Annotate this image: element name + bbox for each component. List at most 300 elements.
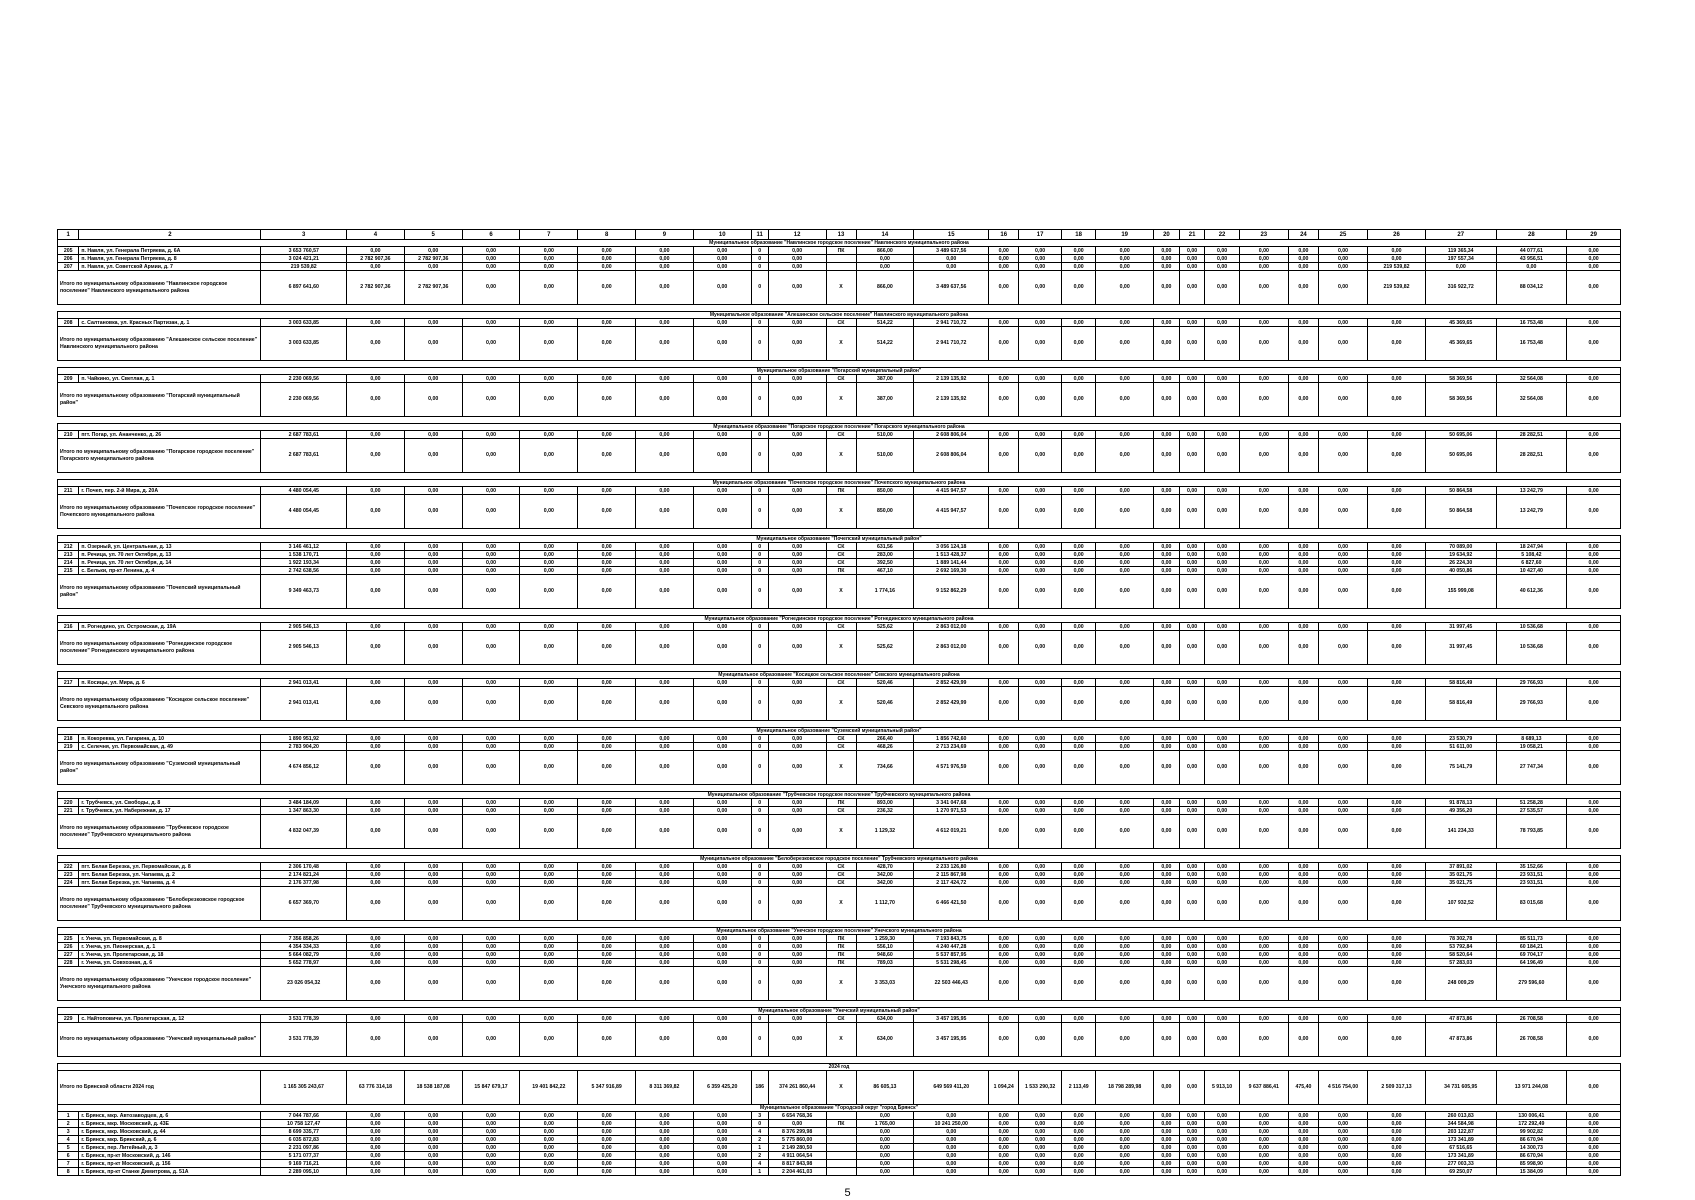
total-value: 107 932,52 bbox=[1425, 887, 1496, 921]
value-cell: 0,00 bbox=[1205, 1168, 1239, 1176]
grand-total-value: 86 605,13 bbox=[856, 1071, 914, 1105]
value-cell: ПК bbox=[826, 935, 856, 943]
value-cell: 58 369,56 bbox=[1425, 375, 1496, 383]
value-cell: 0,00 bbox=[636, 1152, 694, 1160]
value-cell: 0,00 bbox=[1179, 679, 1205, 687]
value-cell: 0,00 bbox=[520, 319, 578, 327]
table-row bbox=[58, 1128, 1621, 1136]
total-value: 0,00 bbox=[1019, 751, 1062, 785]
value-cell: 0,00 bbox=[520, 871, 578, 879]
total-value: 0,00 bbox=[1179, 887, 1205, 921]
total-value: 0,00 bbox=[1154, 815, 1180, 849]
value-cell: 28 282,51 bbox=[1496, 431, 1567, 439]
table-row bbox=[58, 255, 1621, 263]
value-cell: 0,00 bbox=[693, 1160, 751, 1168]
table-row bbox=[58, 263, 1621, 271]
table-row bbox=[58, 1120, 1621, 1128]
municipality-header-row bbox=[58, 424, 1621, 431]
value-cell: 0,00 bbox=[1288, 935, 1318, 943]
value-cell: 0,00 bbox=[1205, 559, 1239, 567]
total-value: 0,00 bbox=[768, 687, 826, 721]
value-cell: 0,00 bbox=[1062, 799, 1096, 807]
municipality-title: Муниципальное образование "Почепский муниципальный район" bbox=[58, 536, 1621, 543]
total-value: 0,00 bbox=[1019, 815, 1062, 849]
value-cell: 0,00 bbox=[989, 1144, 1019, 1152]
value-cell: 0,00 bbox=[462, 543, 520, 551]
total-value: 0,00 bbox=[520, 1023, 578, 1057]
value-cell: 0,00 bbox=[1288, 263, 1318, 271]
municipality-title: Муниципальное образование "Унечское городское поселение" Унечского муниципального района bbox=[58, 928, 1621, 935]
total-value: 0,00 bbox=[1567, 439, 1621, 473]
value-cell: 0,00 bbox=[1019, 623, 1062, 631]
value-cell: 0,00 bbox=[520, 623, 578, 631]
value-cell: 0,00 bbox=[1179, 1128, 1205, 1136]
total-value: 0,00 bbox=[1096, 271, 1154, 305]
value-cell: СК bbox=[826, 543, 856, 551]
value-cell: 0 bbox=[751, 567, 768, 575]
value-cell: 0,00 bbox=[1154, 879, 1180, 887]
value-cell: 0,00 bbox=[347, 1152, 405, 1160]
value-cell: 3 056 124,18 bbox=[914, 543, 989, 551]
value-cell bbox=[826, 1152, 856, 1160]
total-value: 0,00 bbox=[989, 439, 1019, 473]
municipality-header-row bbox=[58, 792, 1621, 799]
value-cell: 0,00 bbox=[1368, 807, 1426, 815]
value-cell: 0,00 bbox=[347, 263, 405, 271]
value-cell: 0,00 bbox=[520, 431, 578, 439]
value-cell: 0,00 bbox=[1019, 551, 1062, 559]
value-cell: 0,00 bbox=[1154, 567, 1180, 575]
row-number: 206 bbox=[58, 255, 79, 263]
value-cell: 0,00 bbox=[693, 375, 751, 383]
value-cell: 3 341 047,68 bbox=[914, 799, 989, 807]
municipality-total-row bbox=[58, 575, 1621, 609]
value-cell: 5 537 857,95 bbox=[914, 951, 989, 959]
municipality-title: Муниципальное образование "Белоберезковское городское поселение" Трубчевского муниципального района bbox=[58, 856, 1621, 863]
value-cell: 8 689,13 bbox=[1496, 735, 1567, 743]
grand-total-value: 475,40 bbox=[1288, 1071, 1318, 1105]
value-cell: 0,00 bbox=[462, 263, 520, 271]
total-value: 0,00 bbox=[989, 687, 1019, 721]
value-cell: 0,00 bbox=[1239, 567, 1288, 575]
value-cell: 0,00 bbox=[1154, 743, 1180, 751]
value-cell: 219 539,82 bbox=[261, 263, 347, 271]
year-header-row bbox=[58, 1064, 1621, 1071]
total-value: 0,00 bbox=[693, 631, 751, 665]
grand-total-value: 5 913,10 bbox=[1205, 1071, 1239, 1105]
value-cell: 0,00 bbox=[1368, 799, 1426, 807]
value-cell: 0,00 bbox=[404, 943, 462, 951]
value-cell: 0,00 bbox=[1288, 735, 1318, 743]
value-cell: 0,00 bbox=[1179, 1160, 1205, 1168]
value-cell: 0,00 bbox=[636, 1136, 694, 1144]
value-cell: 0,00 bbox=[1062, 935, 1096, 943]
value-cell: 0,00 bbox=[636, 375, 694, 383]
address-cell: г. Брянск, мкр. Автозаводцев, д. 6 bbox=[79, 1112, 261, 1120]
grand-total-value: Х bbox=[826, 1071, 856, 1105]
value-cell: 0,00 bbox=[578, 871, 636, 879]
value-cell: 0,00 bbox=[347, 1144, 405, 1152]
value-cell: 0,00 bbox=[1567, 1136, 1621, 1144]
value-cell: 0,00 bbox=[636, 943, 694, 951]
total-value: 0,00 bbox=[1567, 687, 1621, 721]
value-cell: 1 347 863,30 bbox=[261, 807, 347, 815]
value-cell: 2 bbox=[751, 1152, 768, 1160]
value-cell: 0,00 bbox=[693, 543, 751, 551]
value-cell: 0,00 bbox=[347, 799, 405, 807]
value-cell: 0,00 bbox=[693, 263, 751, 271]
value-cell: 0,00 bbox=[636, 807, 694, 815]
value-cell: 53 792,84 bbox=[1425, 943, 1496, 951]
total-value: 0,00 bbox=[1239, 575, 1288, 609]
total-value: 0,00 bbox=[1567, 815, 1621, 849]
grand-total-value: 18 538 187,08 bbox=[404, 1071, 462, 1105]
value-cell: 0,00 bbox=[1496, 263, 1567, 271]
value-cell: 0,00 bbox=[1288, 567, 1318, 575]
total-value: 0 bbox=[751, 327, 768, 361]
value-cell: 0,00 bbox=[347, 319, 405, 327]
value-cell: 0,00 bbox=[1288, 1128, 1318, 1136]
total-value: 0,00 bbox=[520, 575, 578, 609]
value-cell: 467,10 bbox=[856, 567, 914, 575]
value-cell: 0,00 bbox=[989, 431, 1019, 439]
value-cell: 0,00 bbox=[1318, 487, 1367, 495]
value-cell: 1 270 971,53 bbox=[914, 807, 989, 815]
total-value: 0,00 bbox=[1179, 439, 1205, 473]
value-cell: 0,00 bbox=[1096, 247, 1154, 255]
value-cell: 0,00 bbox=[693, 863, 751, 871]
value-cell: 0,00 bbox=[1179, 959, 1205, 967]
value-cell: 0,00 bbox=[768, 543, 826, 551]
value-cell: 0,00 bbox=[636, 959, 694, 967]
value-cell: 0,00 bbox=[462, 799, 520, 807]
total-value: 0,00 bbox=[1154, 575, 1180, 609]
value-cell: 0,00 bbox=[768, 623, 826, 631]
grand-total-label: Итого по Брянской области 2024 год bbox=[58, 1071, 261, 1105]
value-cell: 0,00 bbox=[636, 951, 694, 959]
total-value: 0,00 bbox=[1179, 383, 1205, 417]
value-cell: 0,00 bbox=[1096, 1128, 1154, 1136]
value-cell: 0,00 bbox=[1062, 559, 1096, 567]
total-value: 0,00 bbox=[1205, 327, 1239, 361]
value-cell: 0,00 bbox=[1179, 263, 1205, 271]
table-row bbox=[58, 879, 1621, 887]
value-cell: 67 516,65 bbox=[1425, 1144, 1496, 1152]
table-row bbox=[58, 375, 1621, 383]
value-cell: 0,00 bbox=[462, 1015, 520, 1023]
total-value: 0,00 bbox=[1239, 327, 1288, 361]
value-cell: 0,00 bbox=[1567, 567, 1621, 575]
value-cell: 0,00 bbox=[1239, 247, 1288, 255]
value-cell: 7 356 858,26 bbox=[261, 935, 347, 943]
value-cell: 0,00 bbox=[1062, 1168, 1096, 1176]
value-cell: 0,00 bbox=[1096, 735, 1154, 743]
value-cell: 0,00 bbox=[1368, 255, 1426, 263]
value-cell: 26 708,58 bbox=[1496, 1015, 1567, 1023]
value-cell: 0 bbox=[751, 743, 768, 751]
address-cell: п. Речица, ул. 70 лет Октября, д. 13 bbox=[79, 551, 261, 559]
value-cell: 0,00 bbox=[768, 559, 826, 567]
total-value: 0,00 bbox=[768, 271, 826, 305]
value-cell: 0,00 bbox=[404, 951, 462, 959]
value-cell: 0,00 bbox=[989, 743, 1019, 751]
value-cell: 0,00 bbox=[347, 247, 405, 255]
row-number: 211 bbox=[58, 487, 79, 495]
value-cell: 70 089,00 bbox=[1425, 543, 1496, 551]
row-number: 1 bbox=[58, 1112, 79, 1120]
value-cell: 0,00 bbox=[1239, 799, 1288, 807]
value-cell: 0,00 bbox=[578, 247, 636, 255]
value-cell: 43 956,51 bbox=[1496, 255, 1567, 263]
total-value: 13 242,79 bbox=[1496, 495, 1567, 529]
total-value: 0,00 bbox=[462, 327, 520, 361]
value-cell: 789,03 bbox=[856, 959, 914, 967]
total-value: 0,00 bbox=[404, 383, 462, 417]
value-cell: 0,00 bbox=[1567, 375, 1621, 383]
value-cell: 0,00 bbox=[989, 679, 1019, 687]
total-label: Итого по муниципальному образованию "Рогнединское городское поселение" Рогнединского муниципального района bbox=[58, 631, 261, 665]
total-value: 0,00 bbox=[636, 751, 694, 785]
value-cell: 387,00 bbox=[856, 375, 914, 383]
value-cell: 130 006,41 bbox=[1496, 1112, 1567, 1120]
value-cell: 0 bbox=[751, 959, 768, 967]
value-cell: 2 231 097,86 bbox=[261, 1144, 347, 1152]
value-cell: 0,00 bbox=[1318, 1168, 1367, 1176]
total-value: 2 687 783,61 bbox=[261, 439, 347, 473]
value-cell: 0,00 bbox=[768, 255, 826, 263]
value-cell: 0 bbox=[751, 935, 768, 943]
total-value: 0,00 bbox=[693, 687, 751, 721]
total-value: 83 015,68 bbox=[1496, 887, 1567, 921]
total-value: 0,00 bbox=[462, 967, 520, 1001]
value-cell: 0,00 bbox=[636, 879, 694, 887]
value-cell: 60 184,21 bbox=[1496, 943, 1567, 951]
value-cell: 0 bbox=[751, 543, 768, 551]
total-value: Х bbox=[826, 575, 856, 609]
value-cell: 0,00 bbox=[693, 319, 751, 327]
value-cell: 0,00 bbox=[1239, 863, 1288, 871]
value-cell: 0,00 bbox=[1318, 431, 1367, 439]
total-value: 634,00 bbox=[856, 1023, 914, 1057]
total-value: 6 897 641,60 bbox=[261, 271, 347, 305]
total-value: 0,00 bbox=[1154, 687, 1180, 721]
value-cell: 0,00 bbox=[693, 431, 751, 439]
value-cell: СК bbox=[826, 431, 856, 439]
total-value: 0,00 bbox=[1179, 575, 1205, 609]
total-value: 0,00 bbox=[578, 495, 636, 529]
value-cell: 0,00 bbox=[693, 559, 751, 567]
value-cell: 0,00 bbox=[1154, 487, 1180, 495]
value-cell: 0,00 bbox=[989, 1152, 1019, 1160]
value-cell: 0,00 bbox=[1368, 951, 1426, 959]
value-cell: 44 077,61 bbox=[1496, 247, 1567, 255]
total-value: 0,00 bbox=[1179, 815, 1205, 849]
value-cell: 203 122,87 bbox=[1425, 1128, 1496, 1136]
value-cell: 0,00 bbox=[1368, 487, 1426, 495]
value-cell: 0,00 bbox=[462, 863, 520, 871]
value-cell: 15 384,09 bbox=[1496, 1168, 1567, 1176]
total-value: 0,00 bbox=[1019, 631, 1062, 665]
total-value: 0,00 bbox=[404, 967, 462, 1001]
total-value: 0,00 bbox=[1368, 815, 1426, 849]
value-cell: 0,00 bbox=[462, 735, 520, 743]
total-value: 0,00 bbox=[1154, 887, 1180, 921]
value-cell: 0,00 bbox=[1205, 743, 1239, 751]
value-cell: 0 bbox=[751, 863, 768, 871]
total-value: 0,00 bbox=[347, 967, 405, 1001]
value-cell: 0,00 bbox=[1368, 1152, 1426, 1160]
value-cell: 0,00 bbox=[636, 551, 694, 559]
value-cell: 0,00 bbox=[989, 943, 1019, 951]
table-row bbox=[58, 559, 1621, 567]
value-cell: 0,00 bbox=[1179, 735, 1205, 743]
value-cell: 0,00 bbox=[1096, 959, 1154, 967]
total-value: 88 034,12 bbox=[1496, 271, 1567, 305]
total-value: 0,00 bbox=[1288, 631, 1318, 665]
value-cell: 0,00 bbox=[1179, 943, 1205, 951]
value-cell: 0 bbox=[751, 255, 768, 263]
value-cell: 0,00 bbox=[462, 431, 520, 439]
value-cell: 0,00 bbox=[693, 799, 751, 807]
value-cell: 172 292,49 bbox=[1496, 1120, 1567, 1128]
value-cell: 0,00 bbox=[1062, 623, 1096, 631]
value-cell: 0,00 bbox=[1567, 743, 1621, 751]
value-cell: 0,00 bbox=[1318, 1120, 1367, 1128]
value-cell: 0 bbox=[751, 247, 768, 255]
value-cell: 0,00 bbox=[520, 1015, 578, 1023]
total-value: 0,00 bbox=[989, 575, 1019, 609]
total-value: 0,00 bbox=[1179, 1023, 1205, 1057]
value-cell: 0,00 bbox=[856, 1136, 914, 1144]
table-row bbox=[58, 807, 1621, 815]
total-value: 0,00 bbox=[1205, 967, 1239, 1001]
value-cell: 0,00 bbox=[1205, 871, 1239, 879]
value-cell: 0,00 bbox=[1288, 1152, 1318, 1160]
value-cell: 0,00 bbox=[1368, 1160, 1426, 1168]
value-cell: 0,00 bbox=[1567, 951, 1621, 959]
value-cell: 0,00 bbox=[1567, 679, 1621, 687]
spacer-cell bbox=[58, 529, 1621, 536]
value-cell: 0,00 bbox=[1019, 679, 1062, 687]
value-cell: 0,00 bbox=[1318, 551, 1367, 559]
table-body bbox=[58, 230, 1621, 1176]
column-number-cell: 28 bbox=[1496, 230, 1567, 240]
value-cell: 0,00 bbox=[404, 375, 462, 383]
value-cell: 0,00 bbox=[1567, 871, 1621, 879]
value-cell: СК bbox=[826, 551, 856, 559]
value-cell: 0,00 bbox=[1368, 247, 1426, 255]
row-number: 226 bbox=[58, 943, 79, 951]
municipality-header-row bbox=[58, 1008, 1621, 1015]
row-number: 210 bbox=[58, 431, 79, 439]
total-value: 0,00 bbox=[1318, 751, 1367, 785]
column-number-cell: 18 bbox=[1062, 230, 1096, 240]
row-number: 223 bbox=[58, 871, 79, 879]
value-cell: 0,00 bbox=[1567, 559, 1621, 567]
total-value: 0,00 bbox=[1019, 439, 1062, 473]
value-cell: 0,00 bbox=[1019, 743, 1062, 751]
municipality-header-row bbox=[58, 928, 1621, 935]
value-cell: 0,00 bbox=[636, 1168, 694, 1176]
total-value: 4 832 047,39 bbox=[261, 815, 347, 849]
value-cell: 0,00 bbox=[404, 1144, 462, 1152]
value-cell: 0,00 bbox=[1318, 247, 1367, 255]
value-cell: 0,00 bbox=[347, 1168, 405, 1176]
value-cell: 3 484 184,09 bbox=[261, 799, 347, 807]
total-value: 0,00 bbox=[1062, 815, 1096, 849]
total-value: 58 369,56 bbox=[1425, 383, 1496, 417]
value-cell: 0,00 bbox=[914, 1144, 989, 1152]
value-cell: 0,00 bbox=[1096, 551, 1154, 559]
total-value: 0,00 bbox=[1096, 575, 1154, 609]
value-cell: 0,00 bbox=[578, 263, 636, 271]
value-cell: 0,00 bbox=[462, 1112, 520, 1120]
value-cell: 0,00 bbox=[989, 799, 1019, 807]
grand-total-value: 374 261 860,44 bbox=[768, 1071, 826, 1105]
value-cell: 0,00 bbox=[693, 1168, 751, 1176]
total-value: 0,00 bbox=[1154, 631, 1180, 665]
total-value: 6 657 369,70 bbox=[261, 887, 347, 921]
value-cell: 0,00 bbox=[578, 1015, 636, 1023]
value-cell: 2 289 095,10 bbox=[261, 1168, 347, 1176]
value-cell: 0,00 bbox=[1179, 1168, 1205, 1176]
total-value: 0,00 bbox=[1368, 631, 1426, 665]
value-cell: 0,00 bbox=[1096, 487, 1154, 495]
value-cell: 0,00 bbox=[1205, 319, 1239, 327]
total-value: 0,00 bbox=[1205, 271, 1239, 305]
column-number-cell: 2 bbox=[79, 230, 261, 240]
total-value: 0,00 bbox=[989, 383, 1019, 417]
value-cell: 0,00 bbox=[1288, 1168, 1318, 1176]
value-cell: 0,00 bbox=[578, 1144, 636, 1152]
column-number-cell: 16 bbox=[989, 230, 1019, 240]
row-number: 7 bbox=[58, 1160, 79, 1168]
value-cell: 0,00 bbox=[636, 679, 694, 687]
value-cell: 0,00 bbox=[1096, 1120, 1154, 1128]
value-cell: 35 021,75 bbox=[1425, 871, 1496, 879]
value-cell: 0,00 bbox=[462, 959, 520, 967]
value-cell: 0,00 bbox=[1179, 375, 1205, 383]
value-cell: 0,00 bbox=[1154, 1015, 1180, 1023]
total-value: 3 457 195,95 bbox=[914, 1023, 989, 1057]
value-cell: 0,00 bbox=[1096, 1136, 1154, 1144]
value-cell: 0,00 bbox=[989, 959, 1019, 967]
value-cell: 0,00 bbox=[1368, 879, 1426, 887]
row-number: 212 bbox=[58, 543, 79, 551]
value-cell: 0,00 bbox=[989, 951, 1019, 959]
total-value: 0,00 bbox=[1368, 687, 1426, 721]
row-number: 215 bbox=[58, 567, 79, 575]
grand-total-value: 186 bbox=[751, 1071, 768, 1105]
value-cell: 0,00 bbox=[1239, 255, 1288, 263]
value-cell: 0,00 bbox=[1019, 263, 1062, 271]
value-cell: 0,00 bbox=[1368, 319, 1426, 327]
value-cell: 4 354 334,33 bbox=[261, 943, 347, 951]
value-cell: 0,00 bbox=[404, 551, 462, 559]
value-cell: 0,00 bbox=[1205, 487, 1239, 495]
total-value: 316 922,72 bbox=[1425, 271, 1496, 305]
value-cell: 0,00 bbox=[1205, 567, 1239, 575]
value-cell: 277 003,33 bbox=[1425, 1160, 1496, 1168]
table-row bbox=[58, 799, 1621, 807]
value-cell: 0,00 bbox=[1205, 247, 1239, 255]
municipality-total-row bbox=[58, 439, 1621, 473]
table-row bbox=[58, 567, 1621, 575]
value-cell: 0,00 bbox=[578, 799, 636, 807]
total-value: 0,00 bbox=[1062, 439, 1096, 473]
value-cell: 0,00 bbox=[989, 735, 1019, 743]
value-cell: 0,00 bbox=[1154, 255, 1180, 263]
